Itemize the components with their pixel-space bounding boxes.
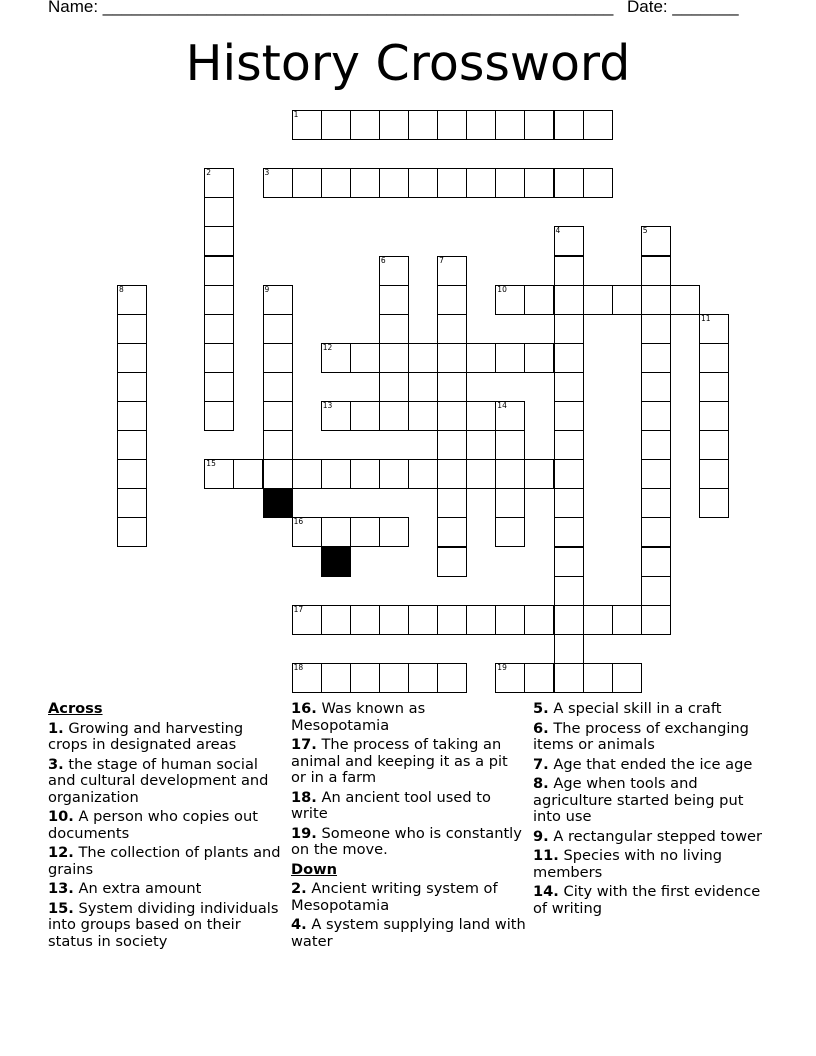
date-label: Date:	[627, 0, 673, 16]
grid-cell[interactable]	[612, 663, 642, 693]
grid-cell[interactable]	[379, 605, 409, 635]
name-field[interactable]	[48, 0, 613, 17]
grid-cell[interactable]	[641, 256, 671, 286]
grid-cell[interactable]	[437, 168, 467, 198]
down-heading: Down	[291, 860, 338, 878]
grid-cell[interactable]	[554, 256, 584, 286]
grid-cell[interactable]	[263, 285, 293, 315]
grid-cell[interactable]	[263, 168, 293, 198]
grid-cell[interactable]	[437, 314, 467, 344]
clue-number: 15	[206, 459, 216, 469]
grid-cell[interactable]	[554, 372, 584, 402]
grid-cell[interactable]	[437, 430, 467, 460]
grid-cell[interactable]	[495, 488, 525, 518]
grid-cell[interactable]	[379, 517, 409, 547]
grid-cell[interactable]	[641, 488, 671, 518]
grid-cell[interactable]	[117, 430, 147, 460]
grid-cell[interactable]	[554, 226, 584, 256]
grid-cell[interactable]	[524, 285, 554, 315]
grid-cell[interactable]	[641, 459, 671, 489]
grid-cell[interactable]	[437, 459, 467, 489]
clue-across-18: 18. An ancient tool used to write	[291, 788, 491, 822]
grid-cell[interactable]	[437, 343, 467, 373]
grid-cell[interactable]	[408, 168, 438, 198]
clue-number: 6	[380, 255, 386, 265]
grid-cell[interactable]	[583, 663, 613, 693]
grid-cell[interactable]	[641, 314, 671, 344]
grid-cell[interactable]	[233, 459, 263, 489]
grid-cell[interactable]	[379, 663, 409, 693]
clue-number: 2	[206, 168, 212, 178]
grid-cell[interactable]	[204, 285, 234, 315]
grid-cell[interactable]	[641, 547, 671, 577]
grid-cell[interactable]	[408, 343, 438, 373]
grid-cell[interactable]	[379, 459, 409, 489]
clue-across-12: 12. The collection of plants and grains	[48, 844, 281, 878]
grid-cell[interactable]	[437, 285, 467, 315]
grid-cell[interactable]	[524, 343, 554, 373]
clue-down-2: 2. Ancient writing system of Mesopotamia	[291, 880, 498, 914]
clue-down-8: 8. Age when tools and agriculture started being put into use	[533, 775, 744, 825]
grid-cell[interactable]	[495, 605, 525, 635]
grid-cell[interactable]	[466, 343, 496, 373]
grid-cell[interactable]	[204, 401, 234, 431]
clue-number: 10	[497, 284, 507, 294]
grid-cell[interactable]	[408, 110, 438, 140]
grid-cell[interactable]	[350, 110, 380, 140]
clue-number: 16	[293, 517, 304, 527]
date-field[interactable]	[627, 0, 739, 17]
grid-cell[interactable]	[641, 285, 671, 315]
name-blank[interactable]: ______________________________________________________	[102, 0, 614, 16]
grid-cell[interactable]	[554, 285, 584, 315]
grid-cell[interactable]	[699, 488, 729, 518]
grid-cell[interactable]	[117, 314, 147, 344]
grid-cell[interactable]	[292, 459, 322, 489]
grid-cell[interactable]	[495, 430, 525, 460]
black-square	[321, 547, 351, 577]
clue-across-1: 1. Growing and harvesting crops in designated areas	[48, 719, 244, 753]
grid-cell[interactable]	[117, 401, 147, 431]
clue-down-11: 11. Species with no living members	[533, 847, 723, 881]
grid-cell[interactable]	[641, 226, 671, 256]
grid-cell[interactable]	[321, 459, 351, 489]
grid-cell[interactable]	[699, 401, 729, 431]
grid-cell[interactable]	[554, 459, 584, 489]
grid-cell[interactable]	[554, 634, 584, 664]
grid-cell[interactable]	[379, 285, 409, 315]
grid-cell[interactable]	[408, 605, 438, 635]
grid-cell[interactable]	[554, 663, 584, 693]
clue-number: 7	[439, 255, 444, 265]
clue-across-16: 16. Was known as Mesopotamia	[291, 700, 426, 734]
grid-cell[interactable]	[466, 168, 496, 198]
grid-cell[interactable]	[437, 517, 467, 547]
page-title: History Crossword	[185, 35, 631, 92]
clue-number: 8	[119, 284, 124, 294]
clue-across-3: 3. the stage of human social and cultural development and organization	[48, 755, 269, 806]
grid-cell[interactable]	[583, 605, 613, 635]
clue-number: 18	[293, 662, 304, 672]
grid-cell[interactable]	[437, 256, 467, 286]
grid-cell[interactable]	[379, 256, 409, 286]
grid-cell[interactable]	[117, 517, 147, 547]
clue-number: 17	[293, 604, 304, 614]
clue-across-13: 13. An extra amount	[48, 880, 202, 897]
grid-cell[interactable]	[466, 401, 496, 431]
clue-number: 19	[497, 662, 507, 672]
grid-cell[interactable]	[495, 168, 525, 198]
grid-cell[interactable]	[524, 110, 554, 140]
grid-cell[interactable]	[379, 314, 409, 344]
grid-cell[interactable]	[554, 430, 584, 460]
grid-cell[interactable]	[554, 314, 584, 344]
grid-cell[interactable]	[204, 226, 234, 256]
grid-cell[interactable]	[204, 256, 234, 286]
grid-cell[interactable]	[321, 605, 351, 635]
grid-cell[interactable]	[466, 605, 496, 635]
clue-number: 12	[322, 342, 333, 352]
clue-number: 13	[322, 401, 333, 410]
grid-cell[interactable]	[524, 663, 554, 693]
grid-cell[interactable]	[379, 343, 409, 373]
grid-cell[interactable]	[641, 430, 671, 460]
grid-cell[interactable]	[495, 110, 525, 140]
grid-cell[interactable]	[117, 459, 147, 489]
grid-cell[interactable]	[495, 517, 525, 547]
grid-cell[interactable]	[321, 110, 351, 140]
grid-cell[interactable]	[437, 605, 467, 635]
clue-number: 11	[701, 313, 711, 323]
clues-column-1	[48, 701, 284, 953]
grid-cell[interactable]	[321, 663, 351, 693]
grid-cell[interactable]	[554, 343, 584, 373]
grid-cell[interactable]	[495, 401, 525, 431]
grid-cell[interactable]	[495, 343, 525, 373]
clue-across-10: 10. A person who copies out documents	[48, 808, 258, 842]
clue-number: 1	[293, 110, 299, 119]
grid-cell[interactable]	[524, 605, 554, 635]
grid-cell[interactable]	[437, 663, 467, 693]
grid-cell[interactable]	[204, 459, 234, 489]
date-blank[interactable]: _______	[672, 0, 739, 16]
grid-cell[interactable]	[554, 605, 584, 635]
grid-cell[interactable]	[641, 401, 671, 431]
clue-down-4: 4. A system supplying land with water	[291, 916, 526, 950]
grid-cell[interactable]	[321, 517, 351, 547]
grid-cell[interactable]	[350, 517, 380, 547]
grid-cell[interactable]	[554, 168, 584, 198]
grid-cell[interactable]	[554, 110, 584, 140]
grid-cell[interactable]	[292, 663, 322, 693]
grid-cell[interactable]	[641, 343, 671, 373]
grid-cell[interactable]	[670, 285, 700, 315]
grid-cell[interactable]	[437, 488, 467, 518]
clue-down-6: 6. The process of exchanging items or animals	[533, 719, 749, 753]
grid-cell[interactable]	[466, 110, 496, 140]
grid-cell[interactable]	[204, 168, 234, 198]
grid-cell[interactable]	[117, 372, 147, 402]
grid-cell[interactable]	[554, 401, 584, 431]
clue-across-15: 15. System dividing individuals into groups based on their status in society	[48, 899, 279, 950]
clue-across-19: 19. Someone who is constantly on the move.	[291, 824, 522, 858]
grid-cell[interactable]	[641, 605, 671, 635]
grid-cell[interactable]	[583, 110, 613, 140]
grid-cell[interactable]	[263, 343, 293, 373]
grid-cell[interactable]	[379, 401, 409, 431]
grid-cell[interactable]	[408, 459, 438, 489]
grid-cell[interactable]	[699, 343, 729, 373]
grid-cell[interactable]	[583, 168, 613, 198]
grid-cell[interactable]	[204, 314, 234, 344]
grid-cell[interactable]	[379, 372, 409, 402]
grid-cell[interactable]	[699, 372, 729, 402]
grid-cell[interactable]	[321, 343, 351, 373]
grid-cell[interactable]	[699, 314, 729, 344]
grid-cell[interactable]	[554, 517, 584, 547]
grid-cell[interactable]	[641, 372, 671, 402]
grid-cell[interactable]	[437, 110, 467, 140]
grid-cell[interactable]	[699, 430, 729, 460]
clue-number: 5	[642, 226, 648, 236]
clue-down-9: 9. A rectangular stepped tower	[533, 827, 762, 845]
grid-cell[interactable]	[524, 168, 554, 198]
grid-cell[interactable]	[263, 314, 293, 344]
grid-cell[interactable]	[583, 285, 613, 315]
clues-column-2	[291, 701, 527, 953]
black-square	[263, 488, 293, 518]
grid-cell[interactable]	[292, 168, 322, 198]
grid-cell[interactable]	[379, 110, 409, 140]
grid-cell[interactable]	[408, 401, 438, 431]
clue-number: 14	[497, 401, 507, 410]
clue-number: 4	[555, 226, 561, 236]
grid-cell[interactable]	[524, 459, 554, 489]
clue-number: 3	[264, 168, 270, 178]
grid-cell[interactable]	[321, 401, 351, 431]
across-heading: Across	[48, 700, 103, 717]
grid-cell[interactable]	[612, 285, 642, 315]
grid-cell[interactable]	[292, 605, 322, 635]
grid-cell[interactable]	[204, 197, 234, 227]
grid-cell[interactable]	[350, 459, 380, 489]
grid-cell[interactable]	[204, 343, 234, 373]
name-label: Name:	[48, 0, 103, 16]
grid-cell[interactable]	[263, 459, 293, 489]
grid-cell[interactable]	[554, 488, 584, 518]
grid-cell[interactable]	[292, 517, 322, 547]
grid-cell[interactable]	[437, 547, 467, 577]
grid-cell[interactable]	[437, 401, 467, 431]
grid-cell[interactable]	[321, 168, 351, 198]
clue-across-17: 17. The process of taking an animal and keeping it as a pit or in a farm	[291, 736, 508, 786]
clue-down-7: 7. Age that ended the ice age	[533, 755, 753, 773]
clue-down-14: 14. City with the first evidence of writing	[533, 883, 761, 917]
clues-column-3	[533, 701, 769, 920]
grid-cell[interactable]	[350, 605, 380, 635]
grid-cell[interactable]	[554, 547, 584, 577]
grid-cell[interactable]	[641, 576, 671, 606]
clue-down-5: 5. A special skill in a craft	[533, 700, 722, 717]
grid-cell[interactable]	[263, 401, 293, 431]
grid-cell[interactable]	[204, 372, 234, 402]
grid-cell[interactable]	[495, 663, 525, 693]
grid-cell[interactable]	[699, 459, 729, 489]
clue-number: 9	[264, 284, 270, 294]
grid-cell[interactable]	[554, 576, 584, 606]
grid-cell[interactable]	[117, 488, 147, 518]
grid-cell[interactable]	[466, 459, 496, 489]
grid-cell[interactable]	[117, 285, 147, 315]
grid-cell[interactable]	[612, 605, 642, 635]
grid-cell[interactable]	[263, 430, 293, 460]
grid-cell[interactable]	[641, 517, 671, 547]
grid-cell[interactable]	[437, 372, 467, 402]
grid-cell[interactable]	[117, 343, 147, 373]
grid-cell[interactable]	[350, 663, 380, 693]
grid-cell[interactable]	[350, 168, 380, 198]
grid-cell[interactable]	[379, 168, 409, 198]
grid-cell[interactable]	[408, 663, 438, 693]
grid-cell[interactable]	[495, 285, 525, 315]
grid-cell[interactable]	[350, 343, 380, 373]
grid-cell[interactable]	[263, 372, 293, 402]
grid-cell[interactable]	[495, 459, 525, 489]
grid-cell[interactable]	[350, 401, 380, 431]
grid-cell[interactable]	[292, 110, 322, 140]
